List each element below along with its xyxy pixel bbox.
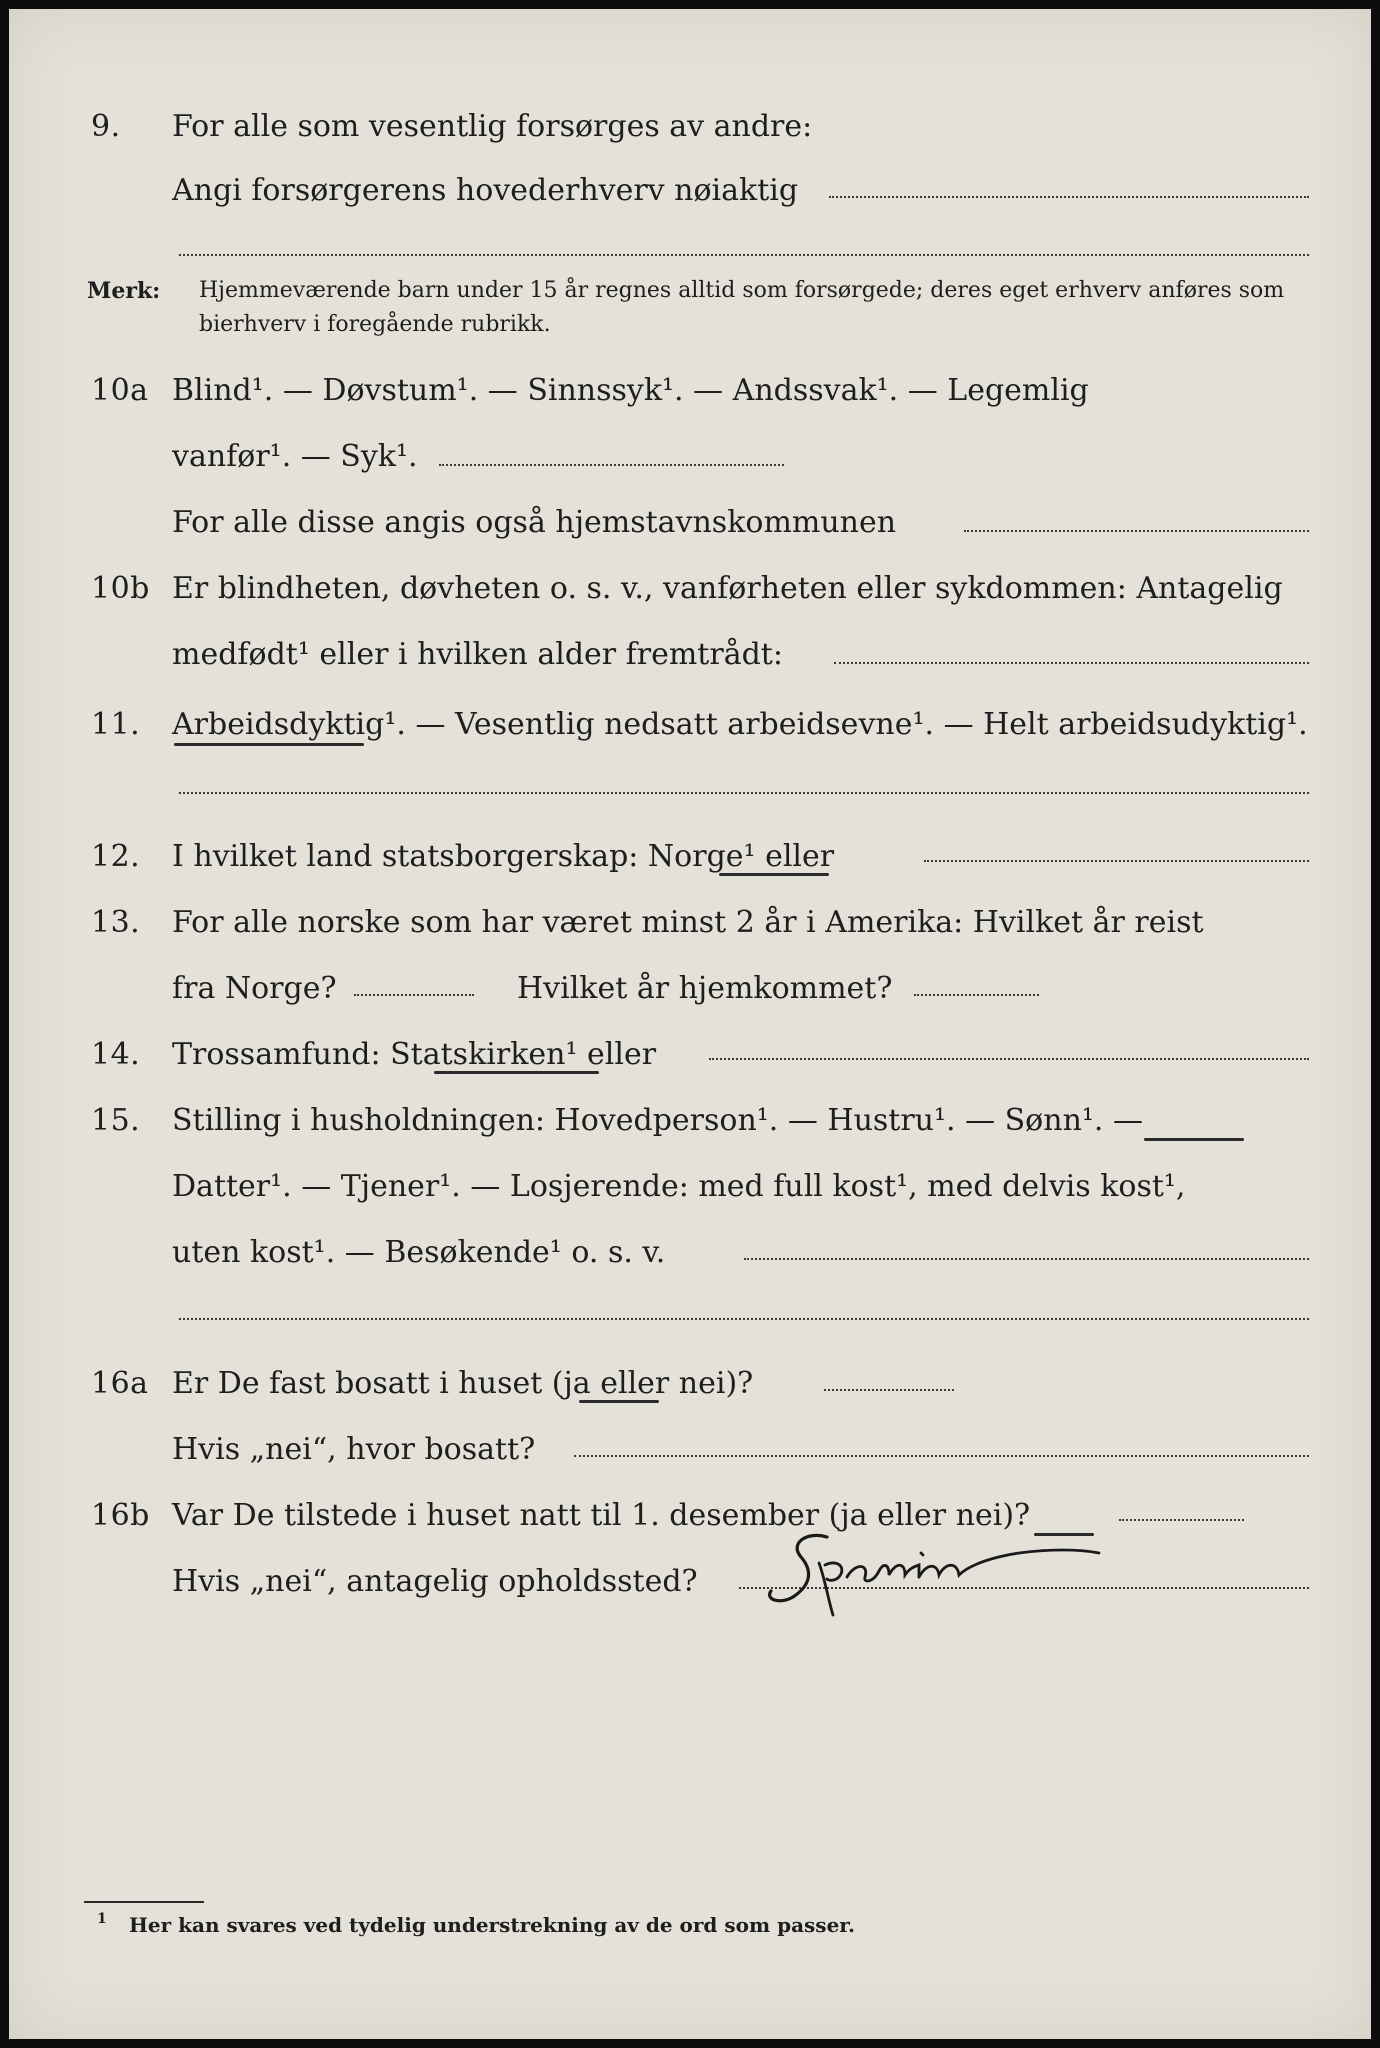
question-text: Var De tilstede i huset natt til 1. desember (ja eller nei)? [172, 1498, 1031, 1533]
handwritten-underline [174, 743, 364, 746]
answer-line[interactable] [914, 994, 1039, 996]
question-text: Trossamfund: Statskirken¹ eller [172, 1037, 657, 1072]
answer-line[interactable] [439, 464, 784, 466]
question-number: 10a [91, 373, 149, 408]
handwritten-underline [719, 873, 829, 876]
question-text: For alle norske som har været minst 2 år i Amerika: Hvilket år reist [172, 905, 1204, 940]
answer-line[interactable] [829, 196, 1309, 198]
footnote [97, 1911, 855, 1937]
question-text: vanfør¹. — Syk¹. [172, 439, 418, 474]
question-10b [9, 559, 1371, 625]
question-10a-line-3 [9, 493, 1371, 559]
answer-line[interactable] [924, 860, 1309, 862]
question-13-line-2 [9, 959, 1371, 1025]
question-number: 12. [91, 839, 141, 874]
question-text: Hvilket år hjemkommet? [517, 971, 893, 1006]
question-number: 16a [91, 1366, 149, 1401]
question-13 [9, 893, 1371, 959]
handwritten-underline [1144, 1138, 1244, 1141]
question-16a-line-2 [9, 1420, 1371, 1486]
answer-line[interactable] [824, 1389, 954, 1391]
note-text: Hjemmeværende barn under 15 år regnes alltid som forsørgede; deres eget erhverv anføres som bierhverv i foregående rubrikk. [199, 278, 1285, 337]
question-15-line-2 [9, 1157, 1371, 1223]
question-text: Arbeidsdyktig¹. — Vesentlig nedsatt arbeidsevne¹. — Helt arbeidsudyktig¹. [172, 707, 1308, 742]
question-text: fra Norge? [172, 971, 337, 1006]
question-number: 9. [91, 109, 121, 144]
question-text: Hvis „nei“, hvor bosatt? [172, 1432, 536, 1467]
footnote-text: Her kan svares ved tydelig understrekning av de ord som passer. [129, 1913, 855, 1937]
answer-line[interactable] [834, 662, 1309, 664]
handwritten-underline [579, 1400, 659, 1403]
question-text: Blind¹. — Døvstum¹. — Sinnssyk¹. — Andssvak¹. — Legemlig [172, 373, 1089, 408]
answer-line[interactable] [1119, 1519, 1244, 1521]
question-text: Hvis „nei“, antagelig opholdssted? [172, 1564, 698, 1599]
answer-line[interactable] [574, 1455, 1309, 1457]
question-11 [9, 695, 1371, 761]
question-number: 13. [91, 905, 141, 940]
question-15-line-3 [9, 1223, 1371, 1289]
question-number: 11. [91, 707, 141, 742]
answer-line[interactable] [179, 792, 1309, 794]
answer-line[interactable] [179, 1318, 1309, 1320]
question-16a [9, 1354, 1371, 1420]
question-text: Datter¹. — Tjener¹. — Losjerende: med full kost¹, med delvis kost¹, [172, 1169, 1186, 1204]
question-text: For alle som vesentlig forsørges av andre: [172, 109, 813, 144]
footnote-rule [84, 1901, 204, 1903]
question-10a-line-2 [9, 427, 1371, 493]
note-label: Merk: [87, 278, 161, 304]
question-10b-line-2 [9, 625, 1371, 691]
question-number: 14. [91, 1037, 141, 1072]
question-text: Stilling i husholdningen: Hovedperson¹. — Hustru¹. — Sønn¹. — [172, 1103, 1143, 1138]
question-number: 16b [91, 1498, 150, 1533]
census-form-page [9, 9, 1371, 2039]
question-text: Er blindheten, døvheten o. s. v., vanførheten eller sykdommen: Antagelig [172, 571, 1283, 606]
answer-line[interactable] [179, 254, 1309, 256]
question-15 [9, 1091, 1371, 1157]
question-16b-line-2 [9, 1552, 1371, 1618]
question-text: For alle disse angis også hjemstavnskommunen [172, 505, 897, 540]
question-number: 10b [91, 571, 150, 606]
question-9-line-2 [9, 161, 1371, 227]
question-9 [9, 97, 1371, 163]
handwritten-answer-signature [749, 1519, 1119, 1619]
handwritten-underline [434, 1071, 599, 1074]
answer-line[interactable] [709, 1058, 1309, 1060]
question-number: 15. [91, 1103, 141, 1138]
question-text: I hvilket land statsborgerskap: Norge¹ eller [172, 839, 835, 874]
question-text: Angi forsørgerens hovederhverv nøiaktig [172, 173, 799, 208]
answer-line[interactable] [964, 530, 1309, 532]
question-text: Er De fast bosatt i huset (ja eller nei)? [172, 1366, 754, 1401]
question-text: uten kost¹. — Besøkende¹ o. s. v. [172, 1235, 666, 1270]
answer-line[interactable] [744, 1258, 1309, 1260]
question-10a [9, 361, 1371, 427]
answer-line[interactable] [354, 994, 474, 996]
footnote-mark: 1 [97, 1911, 107, 1927]
question-text: medfødt¹ eller i hvilken alder fremtrådt: [172, 637, 783, 672]
